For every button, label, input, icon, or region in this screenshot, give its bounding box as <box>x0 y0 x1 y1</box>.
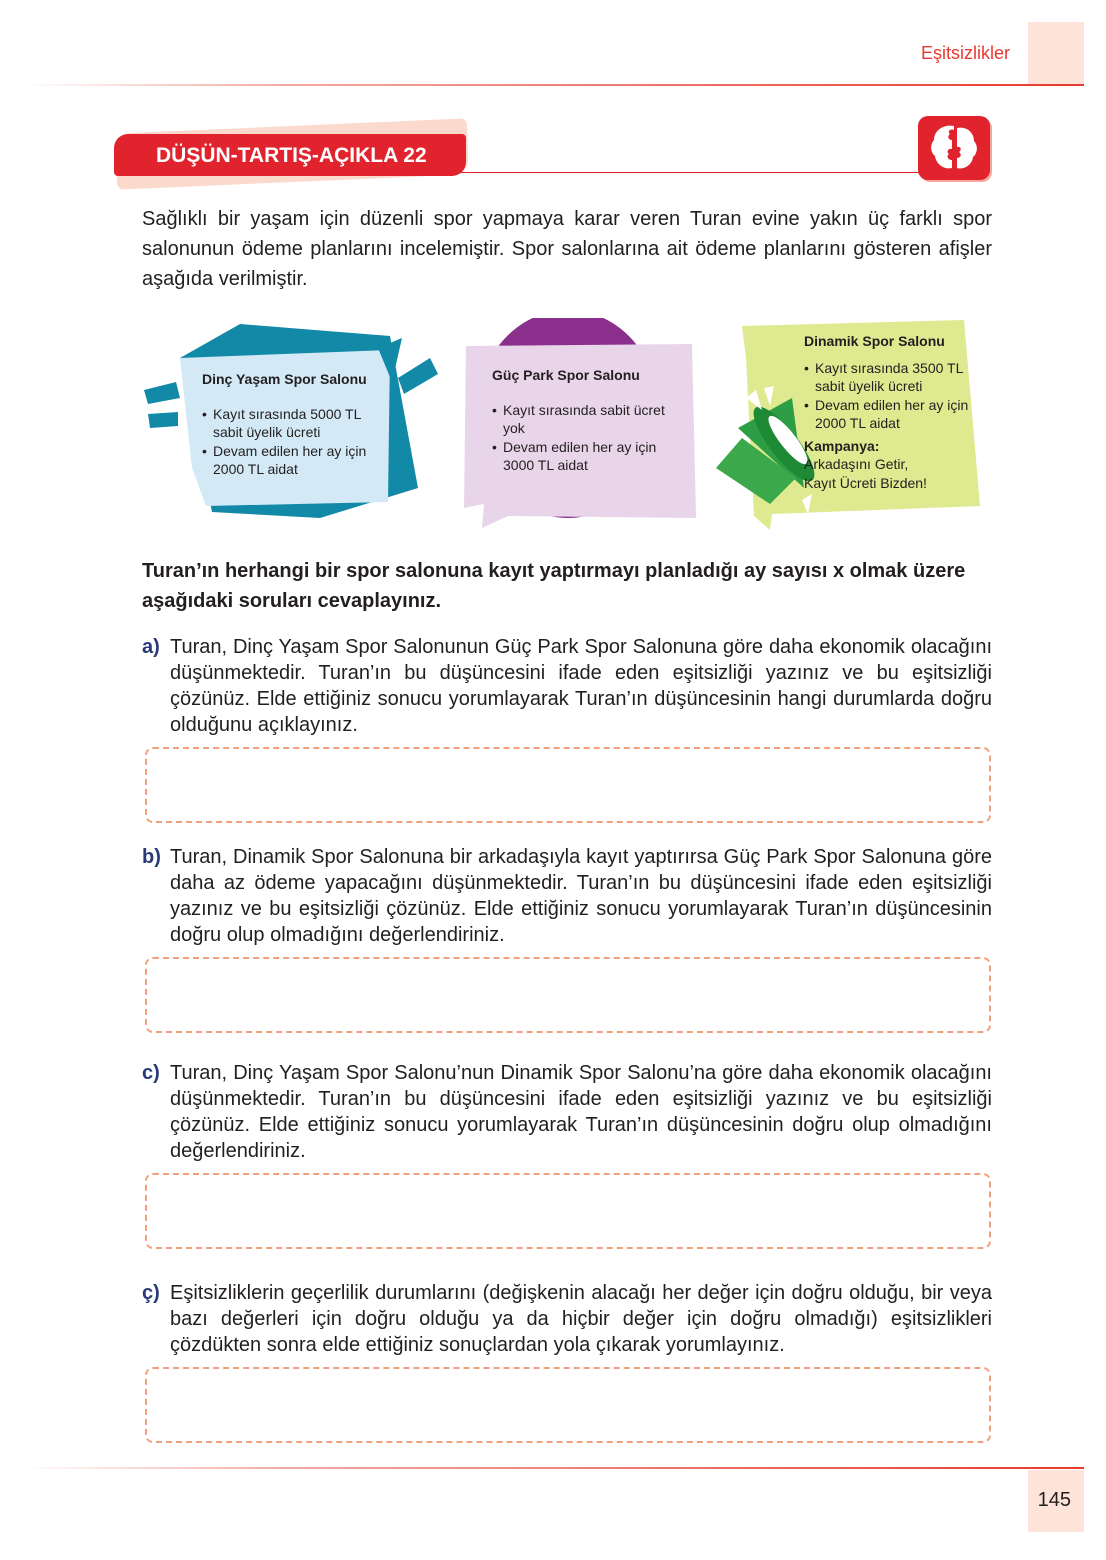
question-letter: b) <box>142 846 161 868</box>
instruction: Turan’ın herhangi bir spor salonuna kayıt yaptırmayı planladığı ay sayısı x olmak üzere aşağıdaki soruları cevaplayınız. <box>142 560 966 612</box>
intro-paragraph: Sağlıklı bir yaşam için düzenli spor yapmaya karar veren Turan evine yakın üç farklı spor salonunun ödeme planlarını incelemiştir. Spor salonlarına ait ödeme planlarını gösteren afişler aşağıda verilmiştir. <box>142 208 992 290</box>
poster-items <box>804 359 980 433</box>
banner-line <box>300 172 956 173</box>
question-letter: c) <box>142 1062 160 1084</box>
brain-puzzle-icon <box>918 116 990 180</box>
poster-title: Güç Park Spor Salonu <box>492 367 640 383</box>
poster-items <box>202 405 382 479</box>
question-text: Turan, Dinç Yaşam Spor Salonu’nun Dinamik Spor Salonu’na göre daha ekonomik olacağını düşünmektedir. Turan’ın bu düşüncesini ifade eden eşitsizliği yazınız ve bu eşitsizliği çözünüz. Elde ettiğiniz sonucu yorumlayarak Turan’ın düşüncesinin doğru olup olmadığını değerlendiriniz. <box>170 1062 992 1162</box>
campaign-label: Kampanya: <box>804 437 880 454</box>
poster-title: Dinamik Spor Salonu <box>804 333 945 349</box>
poster-title: Dinç Yaşam Spor Salonu <box>202 371 367 387</box>
poster-dinamik <box>712 318 986 532</box>
footer-rule <box>22 1467 1084 1469</box>
question-c <box>142 1060 992 1164</box>
question-cedilla <box>142 1280 992 1358</box>
poster-item: • Kayıt sırasında sabit ücret yok <box>492 401 672 438</box>
poster-item: • Devam edilen her ay için 2000 TL aidat <box>202 442 382 479</box>
poster-item: • Kayıt sırasında 5000 TL sabit üyelik ücreti <box>202 405 382 442</box>
section-title: DÜŞÜN-TARTIŞ-AÇIKLA 22 <box>114 134 466 176</box>
answer-box-b[interactable] <box>145 957 991 1033</box>
answer-box-c[interactable] <box>145 1173 991 1249</box>
poster-items <box>492 401 672 475</box>
chapter-title: Eşitsizlikler <box>920 43 1010 63</box>
poster-item: • Kayıt sırasında 3500 TL sabit üyelik ücreti <box>804 359 980 396</box>
page-number: 145 <box>1037 1489 1071 1511</box>
poster-dinc-yasam <box>140 318 450 528</box>
question-text: Turan, Dinamik Spor Salonuna bir arkadaşıyla kayıt yaptırırsa Güç Park Spor Salonuna göre daha az ödeme yapacağını düşünmektedir. Turan’ın bu düşüncesini ifade eden eşitsizliği yazınız ve bu eşitsizliği çözünüz. Elde ettiğiniz sonucu yorumlayarak Turan’ın düşüncesinin doğru olup olmadığını değerlendiriniz. <box>170 846 992 946</box>
question-letter: ç) <box>142 1282 160 1304</box>
header-rule <box>22 84 1084 86</box>
question-letter: a) <box>142 636 160 658</box>
header-tab <box>1028 22 1084 84</box>
question-b <box>142 844 992 948</box>
question-text: Turan, Dinç Yaşam Spor Salonunun Güç Park Spor Salonuna göre daha ekonomik olacağını düşünmektedir. Turan’ın bu düşüncesini ifade eden eşitsizliği yazınız ve bu eşitsizliği çözünüz. Elde ettiğiniz sonucu yorumlayarak Turan’ın düşüncesinin hangi durumlarda doğru olduğunu açıklayınız. <box>170 636 992 736</box>
answer-box-a[interactable] <box>145 747 991 823</box>
question-a <box>142 634 992 738</box>
answer-box-cedilla[interactable] <box>145 1367 991 1443</box>
poster-item: • Devam edilen her ay için 3000 TL aidat <box>492 438 672 475</box>
campaign-text: Arkadaşını Getir, Kayıt Ücreti Bizden! <box>804 456 927 491</box>
question-text: Eşitsizliklerin geçerlilik durumlarını (değişkenin alacağı her değer için doğru olduğu, bir veya bazı değerleri için doğru olduğu ya da hiçbir değer için doğru olmadığı) eşitsizlikleri çözdükten sonra elde ettiğiniz sonuçlardan yola çıkarak yorumlayınız. <box>170 1282 992 1356</box>
poster-guc-park <box>460 318 700 528</box>
poster-item: • Devam edilen her ay için 2000 TL aidat <box>804 396 980 433</box>
